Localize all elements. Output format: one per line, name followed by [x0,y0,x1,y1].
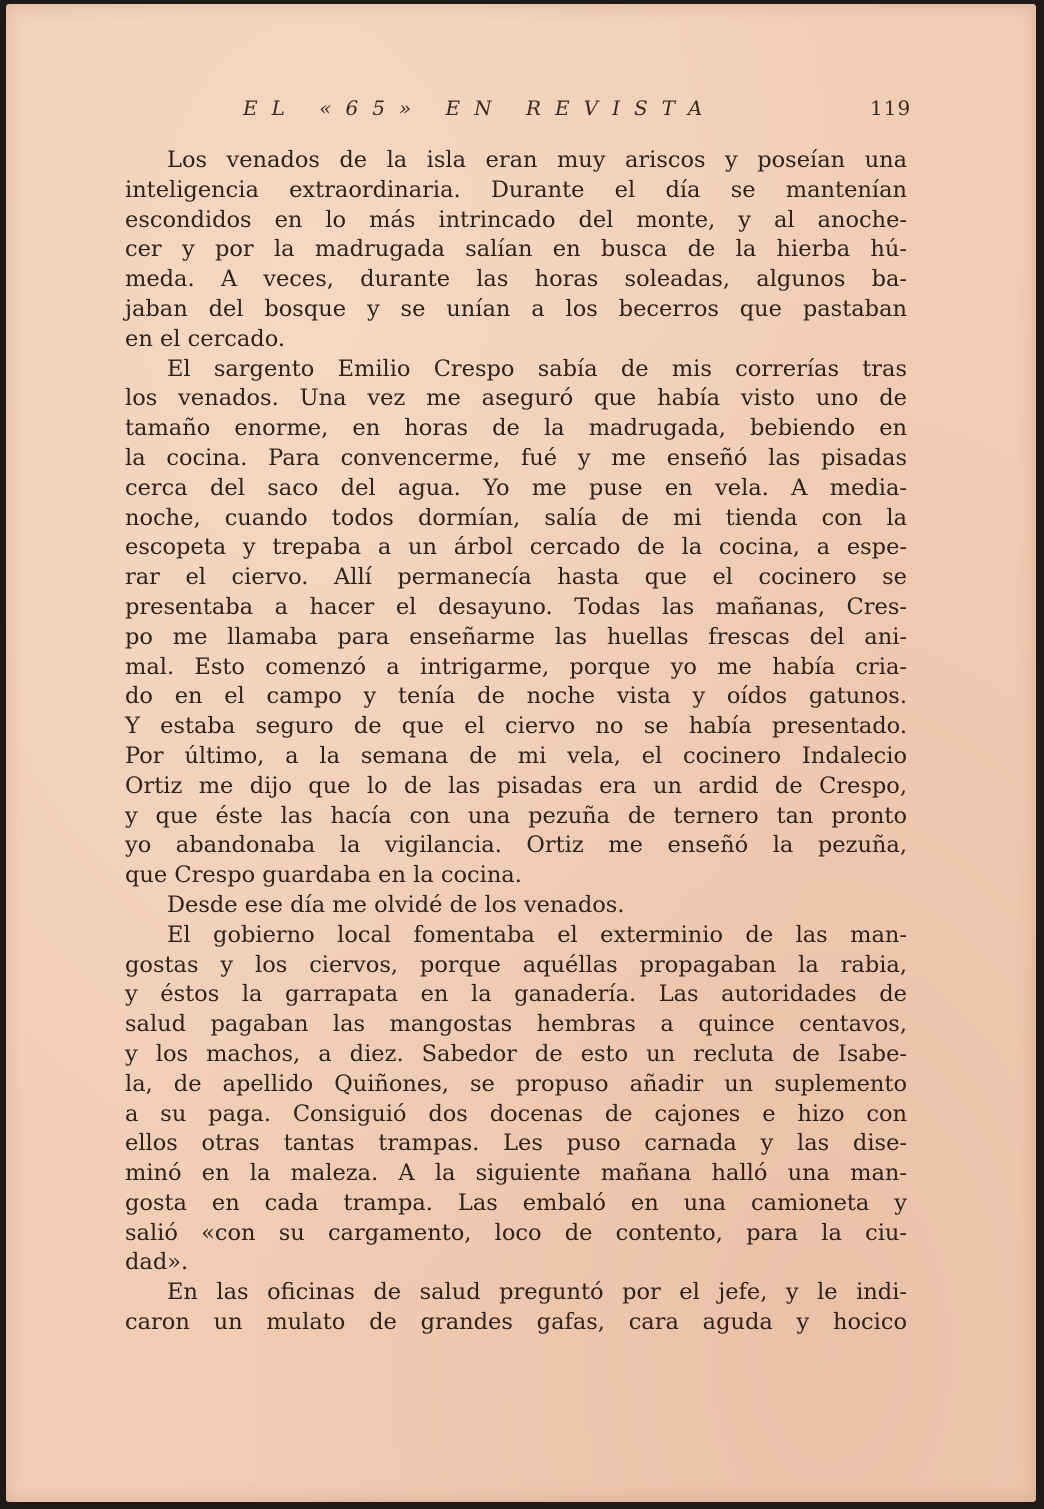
text-line: la, de apellido Quiñones, se propuso añadir un suplemento [125,1070,907,1097]
text-line: caron un mulato de grandes gafas, cara aguda y hocico [125,1309,907,1336]
text-line: Por último, a la semana de mi vela, el cocinero Indalecio [125,742,907,769]
text-line: jaban del bosque y se unían a los becerros que pastaban [125,295,907,322]
text-line: inteligencia extraordinaria. Durante el día se mantenían [125,176,907,203]
text-line: salió «con su cargamento, loco de contento, para la ciu- [125,1219,907,1246]
running-title: EL «65» EN REVISTA [243,96,717,120]
text-line: escondidos en lo más intrincado del monte, y al anoche- [125,206,907,233]
text-line: En las oficinas de salud preguntó por el jefe, y le indi- [167,1279,907,1306]
text-line: y éstos la garrapata en la ganadería. Las autoridades de [125,981,907,1008]
text-line: noche, cuando todos dormían, salía de mi tienda con la [125,504,907,531]
text-line: po me llamaba para enseñarme las huellas frescas del ani- [125,623,907,650]
page-header [0,96,1044,126]
text-line: escopeta y trepaba a un árbol cercado de la cocina, a espe- [125,534,907,561]
text-line: a su paga. Consiguió dos docenas de cajones e hizo con [125,1100,907,1127]
page-number: 119 [870,96,912,120]
text-line: Y estaba seguro de que el ciervo no se había presentado. [125,713,907,740]
text-line: presentaba a hacer el desayuno. Todas las mañanas, Cres- [125,593,907,620]
text-line: y que éste las hacía con una pezuña de ternero tan pronto [125,802,907,829]
text-line: rar el ciervo. Allí permanecía hasta que el cocinero se [125,564,907,591]
text-line: cer y por la madrugada salían en busca de la hierba hú- [125,236,907,263]
text-line: Desde ese día me olvidé de los venados. [167,891,625,918]
body-text [125,146,907,1338]
text-line: que Crespo guardaba en la cocina. [125,862,522,889]
text-line: en el cercado. [125,325,286,352]
text-line: gostas y los ciervos, porque aquéllas propagaban la rabia, [125,951,907,978]
text-line: El sargento Emilio Crespo sabía de mis correrías tras [167,355,907,382]
text-line: los venados. Una vez me aseguró que había visto uno de [125,385,907,412]
text-line: yo abandonaba la vigilancia. Ortiz me enseñó la pezuña, [125,832,907,859]
text-line: y los machos, a diez. Sabedor de esto un recluta de Isabe- [125,1040,907,1067]
text-line: meda. A veces, durante las horas soleadas, algunos ba- [125,266,907,293]
text-line: Ortiz me dijo que lo de las pisadas era un ardid de Crespo, [125,772,907,799]
text-line: tamaño enorme, en horas de la madrugada, bebiendo en [125,415,907,442]
text-line: mal. Esto comenzó a intrigarme, porque yo me había cria- [125,653,907,680]
text-line: la cocina. Para convencerme, fué y me enseñó las pisadas [125,444,907,471]
text-line: cerca del saco del agua. Yo me puse en vela. A media- [125,474,907,501]
text-line: minó en la maleza. A la siguiente mañana halló una man- [125,1160,907,1187]
text-line: ellos otras tantas trampas. Les puso carnada y las dise- [125,1130,907,1157]
text-line: gosta en cada trampa. Las embaló en una camioneta y [125,1189,907,1216]
text-line: do en el campo y tenía de noche vista y oídos gatunos. [125,683,907,710]
text-line: El gobierno local fomentaba el exterminio de las man- [167,921,907,948]
text-line: dad». [125,1249,189,1276]
text-line: Los venados de la isla eran muy ariscos y poseían una [167,147,907,173]
text-line: salud pagaban las mangostas hembras a quince centavos, [125,1011,907,1038]
